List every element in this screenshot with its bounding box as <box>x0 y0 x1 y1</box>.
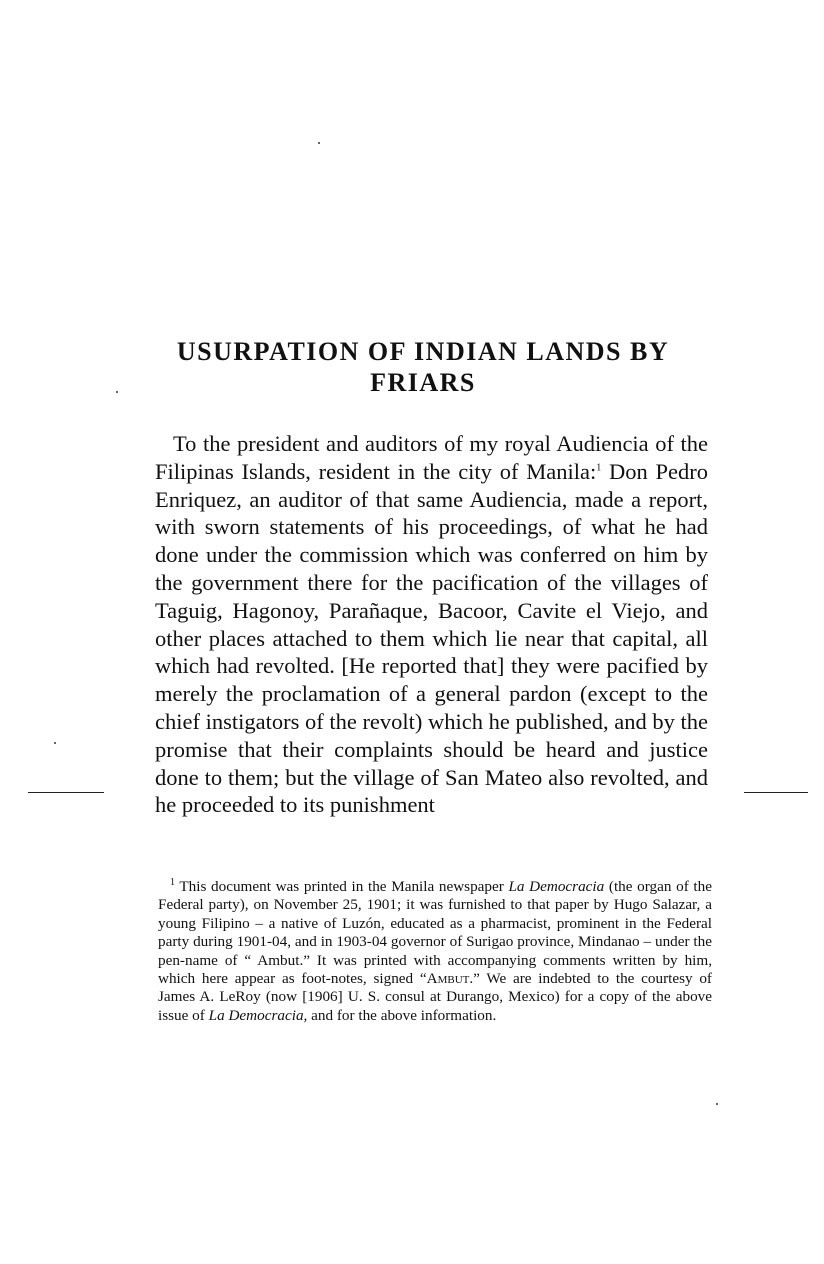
scan-speck <box>54 742 56 744</box>
margin-rule-right <box>744 792 808 793</box>
margin-rule-left <box>28 792 104 793</box>
footnote-text-3: .” We are indebted to the courtesy of James A. LeRoy (now [1906] U. S. consul at Durango, Mexico) for a copy of the above issue of <box>158 970 712 1024</box>
body-text-start: To the president and auditors of my royal Audiencia of the Filipinas Islands, resident in the city of Manila: <box>155 431 708 484</box>
footnote-text-1: This document was printed in the Manila newspaper <box>175 878 509 895</box>
chapter-title <box>140 336 706 398</box>
body-paragraph <box>155 430 708 819</box>
scan-speck <box>716 1103 718 1105</box>
scan-speck <box>318 142 320 144</box>
footnote-text-4: and for the above information. <box>307 1006 497 1024</box>
footnote-marker: 1 <box>170 876 175 888</box>
footnote-newspaper-title-1: La Democracia <box>508 878 605 895</box>
body-text-rest: Don Pedro Enriquez, an auditor of that same Audiencia, made a report, with sworn statements of his proceedings, of what he had done under the commission which was conferred on him by the government there for the pacification of the villages of Taguig, Hagonoy, Parañaque, Bacoor, Cavite el Viejo, and other places attached to them which lie near that capital, all which had revolted. [He reported that] they were pacified by merely the proclamation of a general pardon (except to the chief instigators of the revolt) which he published, and by the promise that their complaints should be heard and justice done to them; but the village of San Mateo also revolted, and he proceeded to its punishment <box>155 458 708 818</box>
footnote <box>158 878 712 1025</box>
chapter-title-line-1: USURPATION OF INDIAN LANDS BY <box>176 337 670 366</box>
scan-speck <box>116 391 118 393</box>
footnote-reference: 1 <box>596 462 602 474</box>
footnote-newspaper-title-2: La Democracia, <box>208 1006 308 1024</box>
footnote-text-2: (the organ of the Federal party), on November 25, 1901; it was furnished to that paper by Hugo Salazar, a young Filipino – a native of Luzón, educated as a pharmacist, prominent in the Federal party during 1901-04, and in 1903-04 governor of Surigao province, Mindanao – under the pen-name of “ Ambut.” It was printed with accompanying comments written by him, which here appear as foot-notes, signed “ <box>158 878 712 988</box>
footnote-pen-name: Ambut <box>426 970 470 988</box>
chapter-title-line-2: FRIARS <box>370 368 476 397</box>
